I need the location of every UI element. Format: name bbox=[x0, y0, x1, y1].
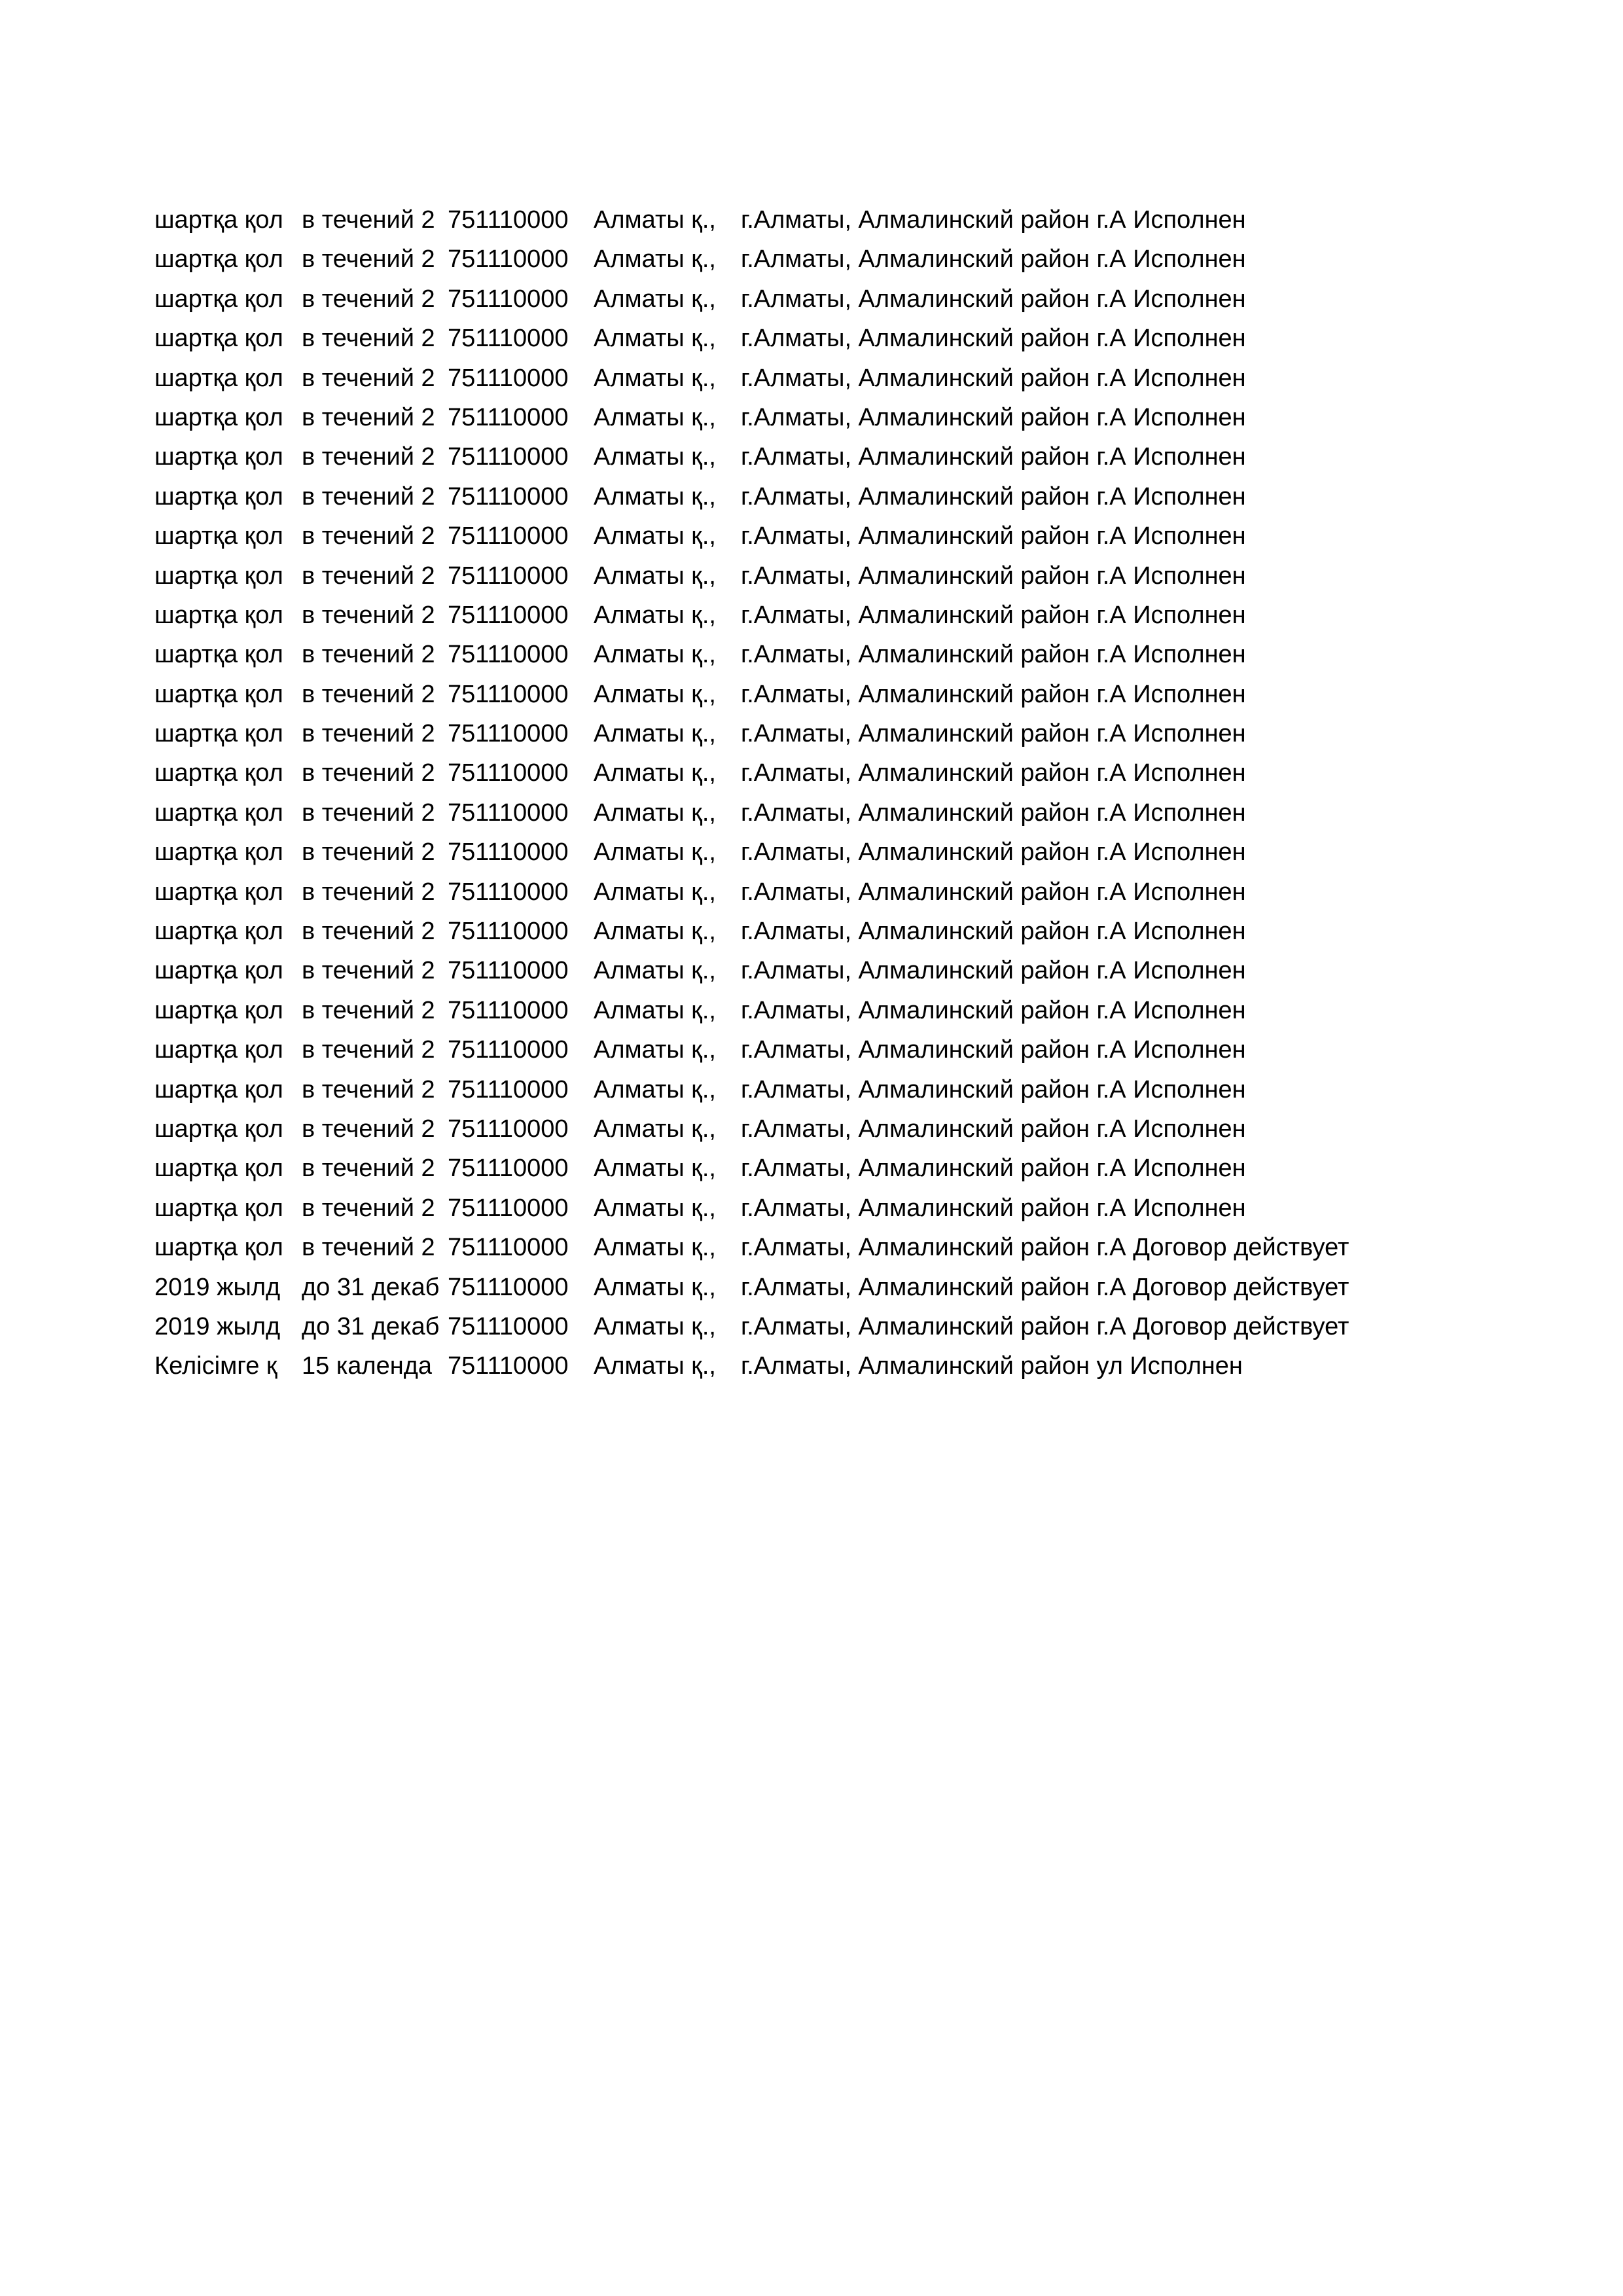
address-status-cell: г.Алматы, Алмалинский район г.А Исполнен bbox=[741, 720, 1246, 748]
code-cell: 751110000 bbox=[448, 1194, 569, 1222]
city-kz-cell: Алматы қ., bbox=[594, 1234, 716, 1262]
contract-term-ru-cell: в течений 2 bbox=[302, 918, 435, 946]
table-row bbox=[154, 1228, 1463, 1267]
city-kz-cell: Алматы қ., bbox=[594, 1075, 716, 1103]
contract-term-kz-cell: шартқа қол bbox=[154, 482, 283, 511]
address-status-cell: г.Алматы, Алмалинский район г.А Исполнен bbox=[741, 206, 1246, 234]
contract-term-kz-cell: шартқа қол bbox=[154, 443, 283, 471]
address-status-cell: г.Алматы, Алмалинский район г.А Исполнен bbox=[741, 601, 1246, 629]
table-row bbox=[154, 200, 1463, 240]
city-kz-cell: Алматы қ., bbox=[594, 918, 716, 946]
contract-term-ru-cell: в течений 2 bbox=[302, 720, 435, 748]
city-kz-cell: Алматы қ., bbox=[594, 482, 716, 511]
address-status-cell: г.Алматы, Алмалинский район г.А Исполнен bbox=[741, 680, 1246, 708]
city-kz-cell: Алматы қ., bbox=[594, 1273, 716, 1301]
contract-term-kz-cell: шартқа қол bbox=[154, 206, 283, 234]
table-row bbox=[154, 872, 1463, 912]
contract-term-ru-cell: в течений 2 bbox=[302, 562, 435, 590]
city-kz-cell: Алматы қ., bbox=[594, 1036, 716, 1064]
contract-term-kz-cell: шартқа қол bbox=[154, 878, 283, 906]
contract-term-ru-cell: в течений 2 bbox=[302, 996, 435, 1024]
city-kz-cell: Алматы қ., bbox=[594, 522, 716, 550]
code-cell: 751110000 bbox=[448, 1075, 569, 1103]
contract-term-ru-cell: в течений 2 bbox=[302, 285, 435, 313]
city-kz-cell: Алматы қ., bbox=[594, 206, 716, 234]
code-cell: 751110000 bbox=[448, 878, 569, 906]
city-kz-cell: Алматы қ., bbox=[594, 798, 716, 827]
contract-term-kz-cell: Келісімге қ bbox=[154, 1352, 277, 1380]
city-kz-cell: Алматы қ., bbox=[594, 1194, 716, 1222]
code-cell: 751110000 bbox=[448, 601, 569, 629]
address-status-cell: г.Алматы, Алмалинский район г.А Исполнен bbox=[741, 1155, 1246, 1183]
contract-term-ru-cell: в течений 2 bbox=[302, 206, 435, 234]
city-kz-cell: Алматы қ., bbox=[594, 403, 716, 431]
contract-term-ru-cell: в течений 2 bbox=[302, 245, 435, 274]
address-status-cell: г.Алматы, Алмалинский район г.А Исполнен bbox=[741, 403, 1246, 431]
contract-term-kz-cell: шартқа қол bbox=[154, 798, 283, 827]
code-cell: 751110000 bbox=[448, 1036, 569, 1064]
contract-term-kz-cell: шартқа қол bbox=[154, 838, 283, 867]
address-status-cell: г.Алматы, Алмалинский район г.А Исполнен bbox=[741, 1115, 1246, 1143]
table-row bbox=[154, 437, 1463, 476]
contract-term-kz-cell: шартқа қол bbox=[154, 759, 283, 787]
table-row bbox=[154, 1070, 1463, 1109]
contract-term-kz-cell: шартқа қол bbox=[154, 720, 283, 748]
address-status-cell: г.Алматы, Алмалинский район г.А Исполнен bbox=[741, 838, 1246, 867]
city-kz-cell: Алматы қ., bbox=[594, 878, 716, 906]
contract-term-ru-cell: в течений 2 bbox=[302, 1234, 435, 1262]
contract-term-ru-cell: в течений 2 bbox=[302, 878, 435, 906]
contract-term-kz-cell: шартқа қол bbox=[154, 641, 283, 669]
contract-term-kz-cell: шартқа қол bbox=[154, 1234, 283, 1262]
contract-term-ru-cell: в течений 2 bbox=[302, 403, 435, 431]
contract-term-kz-cell: шартқа қол bbox=[154, 364, 283, 392]
table-row bbox=[154, 1109, 1463, 1149]
code-cell: 751110000 bbox=[448, 285, 569, 313]
table-row bbox=[154, 1268, 1463, 1307]
address-status-cell: г.Алматы, Алмалинский район г.А Исполнен bbox=[741, 522, 1246, 550]
address-status-cell: г.Алматы, Алмалинский район г.А Исполнен bbox=[741, 364, 1246, 392]
data-table bbox=[154, 200, 1463, 1386]
contract-term-ru-cell: в течений 2 bbox=[302, 680, 435, 708]
code-cell: 751110000 bbox=[448, 957, 569, 985]
table-row bbox=[154, 359, 1463, 398]
address-status-cell: г.Алматы, Алмалинский район г.А Исполнен bbox=[741, 878, 1246, 906]
contract-term-ru-cell: в течений 2 bbox=[302, 798, 435, 827]
city-kz-cell: Алматы қ., bbox=[594, 325, 716, 353]
address-status-cell: г.Алматы, Алмалинский район г.А Исполнен bbox=[741, 918, 1246, 946]
address-status-cell: г.Алматы, Алмалинский район ул Исполнен bbox=[741, 1352, 1243, 1380]
table-row bbox=[154, 753, 1463, 793]
table-row bbox=[154, 279, 1463, 319]
code-cell: 751110000 bbox=[448, 206, 569, 234]
address-status-cell: г.Алматы, Алмалинский район г.А Исполнен bbox=[741, 443, 1246, 471]
contract-term-kz-cell: шартқа қол bbox=[154, 1036, 283, 1064]
city-kz-cell: Алматы қ., bbox=[594, 1115, 716, 1143]
code-cell: 751110000 bbox=[448, 1115, 569, 1143]
address-status-cell: г.Алматы, Алмалинский район г.А Исполнен bbox=[741, 482, 1246, 511]
city-kz-cell: Алматы қ., bbox=[594, 1155, 716, 1183]
table-row bbox=[154, 951, 1463, 990]
code-cell: 751110000 bbox=[448, 1234, 569, 1262]
code-cell: 751110000 bbox=[448, 1352, 569, 1380]
city-kz-cell: Алматы қ., bbox=[594, 245, 716, 274]
city-kz-cell: Алматы қ., bbox=[594, 285, 716, 313]
address-status-cell: г.Алматы, Алмалинский район г.А Исполнен bbox=[741, 245, 1246, 274]
contract-term-ru-cell: в течений 2 bbox=[302, 1075, 435, 1103]
city-kz-cell: Алматы қ., bbox=[594, 364, 716, 392]
city-kz-cell: Алматы қ., bbox=[594, 720, 716, 748]
contract-term-ru-cell: в течений 2 bbox=[302, 1115, 435, 1143]
city-kz-cell: Алматы қ., bbox=[594, 680, 716, 708]
address-status-cell: г.Алматы, Алмалинский район г.А Исполнен bbox=[741, 641, 1246, 669]
contract-term-kz-cell: шартқа қол bbox=[154, 403, 283, 431]
address-status-cell: г.Алматы, Алмалинский район г.А Исполнен bbox=[741, 957, 1246, 985]
address-status-cell: г.Алматы, Алмалинский район г.А Договор действует bbox=[741, 1234, 1349, 1262]
contract-term-ru-cell: в течений 2 bbox=[302, 1036, 435, 1064]
code-cell: 751110000 bbox=[448, 996, 569, 1024]
code-cell: 751110000 bbox=[448, 562, 569, 590]
contract-term-kz-cell: 2019 жылд bbox=[154, 1273, 281, 1301]
table-row bbox=[154, 833, 1463, 872]
contract-term-ru-cell: в течений 2 bbox=[302, 482, 435, 511]
address-status-cell: г.Алматы, Алмалинский район г.А Исполнен bbox=[741, 1194, 1246, 1222]
address-status-cell: г.Алматы, Алмалинский район г.А Исполнен bbox=[741, 996, 1246, 1024]
contract-term-kz-cell: шартқа қол bbox=[154, 1155, 283, 1183]
contract-term-ru-cell: в течений 2 bbox=[302, 759, 435, 787]
code-cell: 751110000 bbox=[448, 245, 569, 274]
table-row bbox=[154, 477, 1463, 516]
contract-term-ru-cell: в течений 2 bbox=[302, 1155, 435, 1183]
contract-term-ru-cell: в течений 2 bbox=[302, 1194, 435, 1222]
contract-term-ru-cell: в течений 2 bbox=[302, 601, 435, 629]
contract-term-ru-cell: в течений 2 bbox=[302, 443, 435, 471]
code-cell: 751110000 bbox=[448, 364, 569, 392]
contract-term-ru-cell: 15 календа bbox=[302, 1352, 433, 1380]
city-kz-cell: Алматы қ., bbox=[594, 996, 716, 1024]
table-row bbox=[154, 240, 1463, 279]
city-kz-cell: Алматы қ., bbox=[594, 957, 716, 985]
contract-term-ru-cell: в течений 2 bbox=[302, 957, 435, 985]
address-status-cell: г.Алматы, Алмалинский район г.А Исполнен bbox=[741, 1036, 1246, 1064]
city-kz-cell: Алматы қ., bbox=[594, 443, 716, 471]
code-cell: 751110000 bbox=[448, 403, 569, 431]
city-kz-cell: Алматы қ., bbox=[594, 1312, 716, 1340]
city-kz-cell: Алматы қ., bbox=[594, 601, 716, 629]
contract-term-ru-cell: в течений 2 bbox=[302, 364, 435, 392]
city-kz-cell: Алматы қ., bbox=[594, 1352, 716, 1380]
contract-term-kz-cell: шартқа қол bbox=[154, 1115, 283, 1143]
table-row bbox=[154, 1030, 1463, 1069]
address-status-cell: г.Алматы, Алмалинский район г.А Исполнен bbox=[741, 798, 1246, 827]
contract-term-ru-cell: в течений 2 bbox=[302, 641, 435, 669]
table-row bbox=[154, 596, 1463, 635]
city-kz-cell: Алматы қ., bbox=[594, 562, 716, 590]
contract-term-kz-cell: шартқа қол bbox=[154, 245, 283, 274]
table-row bbox=[154, 1307, 1463, 1346]
table-row bbox=[154, 319, 1463, 358]
contract-term-ru-cell: в течений 2 bbox=[302, 838, 435, 867]
code-cell: 751110000 bbox=[448, 1312, 569, 1340]
contract-term-ru-cell: до 31 декаб bbox=[302, 1312, 440, 1340]
table-row bbox=[154, 516, 1463, 556]
code-cell: 751110000 bbox=[448, 325, 569, 353]
code-cell: 751110000 bbox=[448, 918, 569, 946]
code-cell: 751110000 bbox=[448, 482, 569, 511]
contract-term-kz-cell: шартқа қол bbox=[154, 996, 283, 1024]
contract-term-kz-cell: шартқа қол bbox=[154, 680, 283, 708]
contract-term-kz-cell: шартқа қол bbox=[154, 957, 283, 985]
code-cell: 751110000 bbox=[448, 759, 569, 787]
code-cell: 751110000 bbox=[448, 1273, 569, 1301]
address-status-cell: г.Алматы, Алмалинский район г.А Исполнен bbox=[741, 562, 1246, 590]
city-kz-cell: Алматы қ., bbox=[594, 759, 716, 787]
table-row bbox=[154, 556, 1463, 596]
address-status-cell: г.Алматы, Алмалинский район г.А Исполнен bbox=[741, 759, 1246, 787]
address-status-cell: г.Алматы, Алмалинский район г.А Исполнен bbox=[741, 325, 1246, 353]
contract-term-ru-cell: в течений 2 bbox=[302, 325, 435, 353]
code-cell: 751110000 bbox=[448, 798, 569, 827]
table-row bbox=[154, 1149, 1463, 1188]
contract-term-kz-cell: шартқа қол bbox=[154, 562, 283, 590]
contract-term-kz-cell: шартқа қол bbox=[154, 918, 283, 946]
address-status-cell: г.Алматы, Алмалинский район г.А Исполнен bbox=[741, 285, 1246, 313]
table-row bbox=[154, 635, 1463, 674]
contract-term-kz-cell: шартқа қол bbox=[154, 285, 283, 313]
code-cell: 751110000 bbox=[448, 522, 569, 550]
code-cell: 751110000 bbox=[448, 641, 569, 669]
contract-term-kz-cell: шартқа қол bbox=[154, 1194, 283, 1222]
code-cell: 751110000 bbox=[448, 1155, 569, 1183]
table-row bbox=[154, 793, 1463, 833]
code-cell: 751110000 bbox=[448, 680, 569, 708]
table-row bbox=[154, 1189, 1463, 1228]
contract-term-kz-cell: шартқа қол bbox=[154, 325, 283, 353]
contract-term-kz-cell: 2019 жылд bbox=[154, 1312, 281, 1340]
table-row bbox=[154, 714, 1463, 753]
table-row bbox=[154, 991, 1463, 1030]
city-kz-cell: Алматы қ., bbox=[594, 838, 716, 867]
contract-term-kz-cell: шартқа қол bbox=[154, 601, 283, 629]
contract-term-ru-cell: в течений 2 bbox=[302, 522, 435, 550]
address-status-cell: г.Алматы, Алмалинский район г.А Договор действует bbox=[741, 1273, 1349, 1301]
contract-term-kz-cell: шартқа қол bbox=[154, 1075, 283, 1103]
table-row bbox=[154, 1346, 1463, 1386]
code-cell: 751110000 bbox=[448, 838, 569, 867]
address-status-cell: г.Алматы, Алмалинский район г.А Договор действует bbox=[741, 1312, 1349, 1340]
address-status-cell: г.Алматы, Алмалинский район г.А Исполнен bbox=[741, 1075, 1246, 1103]
code-cell: 751110000 bbox=[448, 443, 569, 471]
table-row bbox=[154, 912, 1463, 951]
table-row bbox=[154, 675, 1463, 714]
city-kz-cell: Алматы қ., bbox=[594, 641, 716, 669]
code-cell: 751110000 bbox=[448, 720, 569, 748]
contract-term-ru-cell: до 31 декаб bbox=[302, 1273, 440, 1301]
table-row bbox=[154, 398, 1463, 437]
contract-term-kz-cell: шартқа қол bbox=[154, 522, 283, 550]
